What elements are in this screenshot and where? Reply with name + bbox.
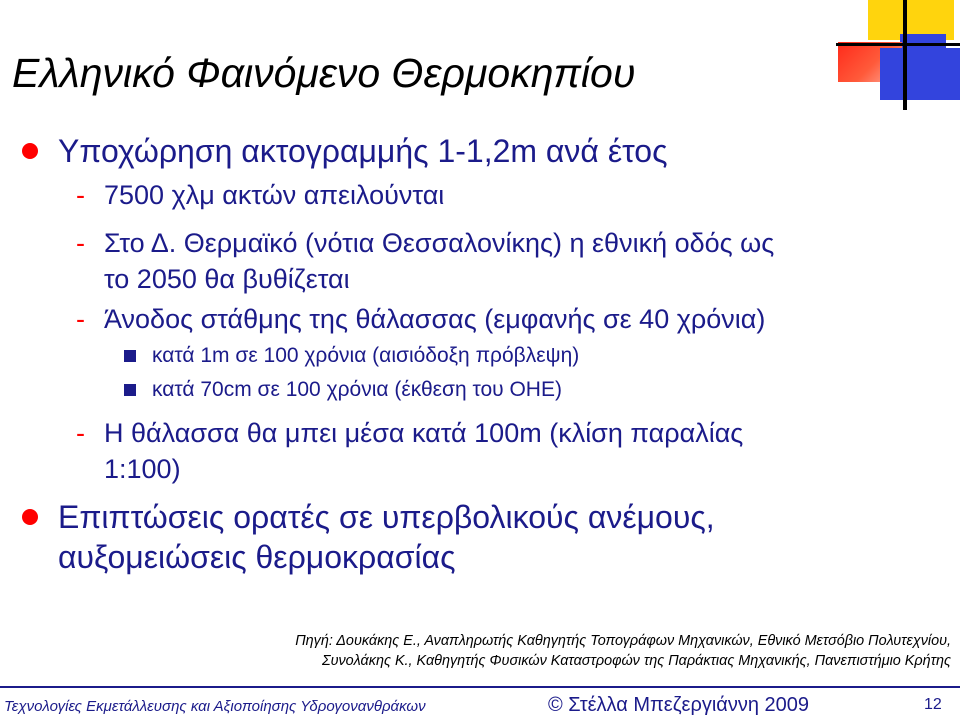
dash-icon: - bbox=[76, 304, 85, 334]
dash-icon: - bbox=[76, 418, 85, 448]
decorative-horizontal-line bbox=[836, 43, 960, 46]
dash-icon: - bbox=[76, 180, 85, 210]
bullet-text-line2: αυξομειώσεις θερμοκρασίας bbox=[58, 539, 456, 575]
footer-copyright: © Στέλλα Μπεζεργιάννη 2009 bbox=[548, 694, 809, 716]
dash-icon: - bbox=[76, 228, 85, 258]
source-line-1: Πηγή: Δουκάκης Ε., Αναπληρωτής Καθηγητής Τοπογράφων Μηχανικών, Εθνικό Μετσόβιο Πολυτεχνίου, bbox=[295, 633, 951, 649]
footer-course-title: Τεχνολογίες Εκμετάλλευσης και Αξιοποίησης Υδρογονανθράκων bbox=[4, 698, 426, 715]
subsubitem-text: κατά 70cm σε 100 χρόνια (έκθεση του ΟΗΕ) bbox=[152, 378, 562, 401]
slide-title: Ελληνικό Φαινόμενο Θερμοκηπίου bbox=[12, 50, 636, 96]
subitem-text-line1: Στο Δ. Θερμαϊκό (νότια Θεσσαλονίκης) η εθνική οδός ως bbox=[104, 228, 775, 258]
bullet-text: Υποχώρηση ακτογραμμής 1-1,2m ανά έτος bbox=[58, 133, 668, 169]
bullet-dot-icon bbox=[22, 143, 38, 159]
footer-divider bbox=[0, 686, 960, 688]
subsubitem-text: κατά 1m σε 100 χρόνια (αισιόδοξη πρόβλεψη) bbox=[152, 344, 580, 367]
subitem-text: Άνοδος στάθμης της θάλασσας (εμφανής σε 40 χρόνια) bbox=[104, 304, 766, 334]
subitem-text: 7500 χλμ ακτών απειλούνται bbox=[104, 180, 445, 210]
source-line-2: Συνολάκης Κ., Καθηγητής Φυσικών Καταστροφών της Παράκτιας Μηχανικής, Πανεπιστήμιο Κρήτης bbox=[321, 653, 951, 669]
square-bullet-icon bbox=[124, 350, 136, 362]
decorative-vertical-line bbox=[903, 0, 907, 110]
decorative-blue-block bbox=[880, 48, 960, 100]
subitem-text-line1: Η θάλασσα θα μπει μέσα κατά 100m (κλίση παραλίας bbox=[104, 418, 744, 448]
subitem-text-line2: 1:100) bbox=[104, 454, 181, 484]
square-bullet-icon bbox=[124, 384, 136, 396]
bullet-dot-icon bbox=[22, 509, 38, 525]
bullet-text-line1: Επιπτώσεις ορατές σε υπερβολικούς ανέμους, bbox=[58, 499, 715, 535]
subitem-text-line2: το 2050 θα βυθίζεται bbox=[104, 264, 350, 294]
slide-number: 12 bbox=[924, 696, 942, 713]
